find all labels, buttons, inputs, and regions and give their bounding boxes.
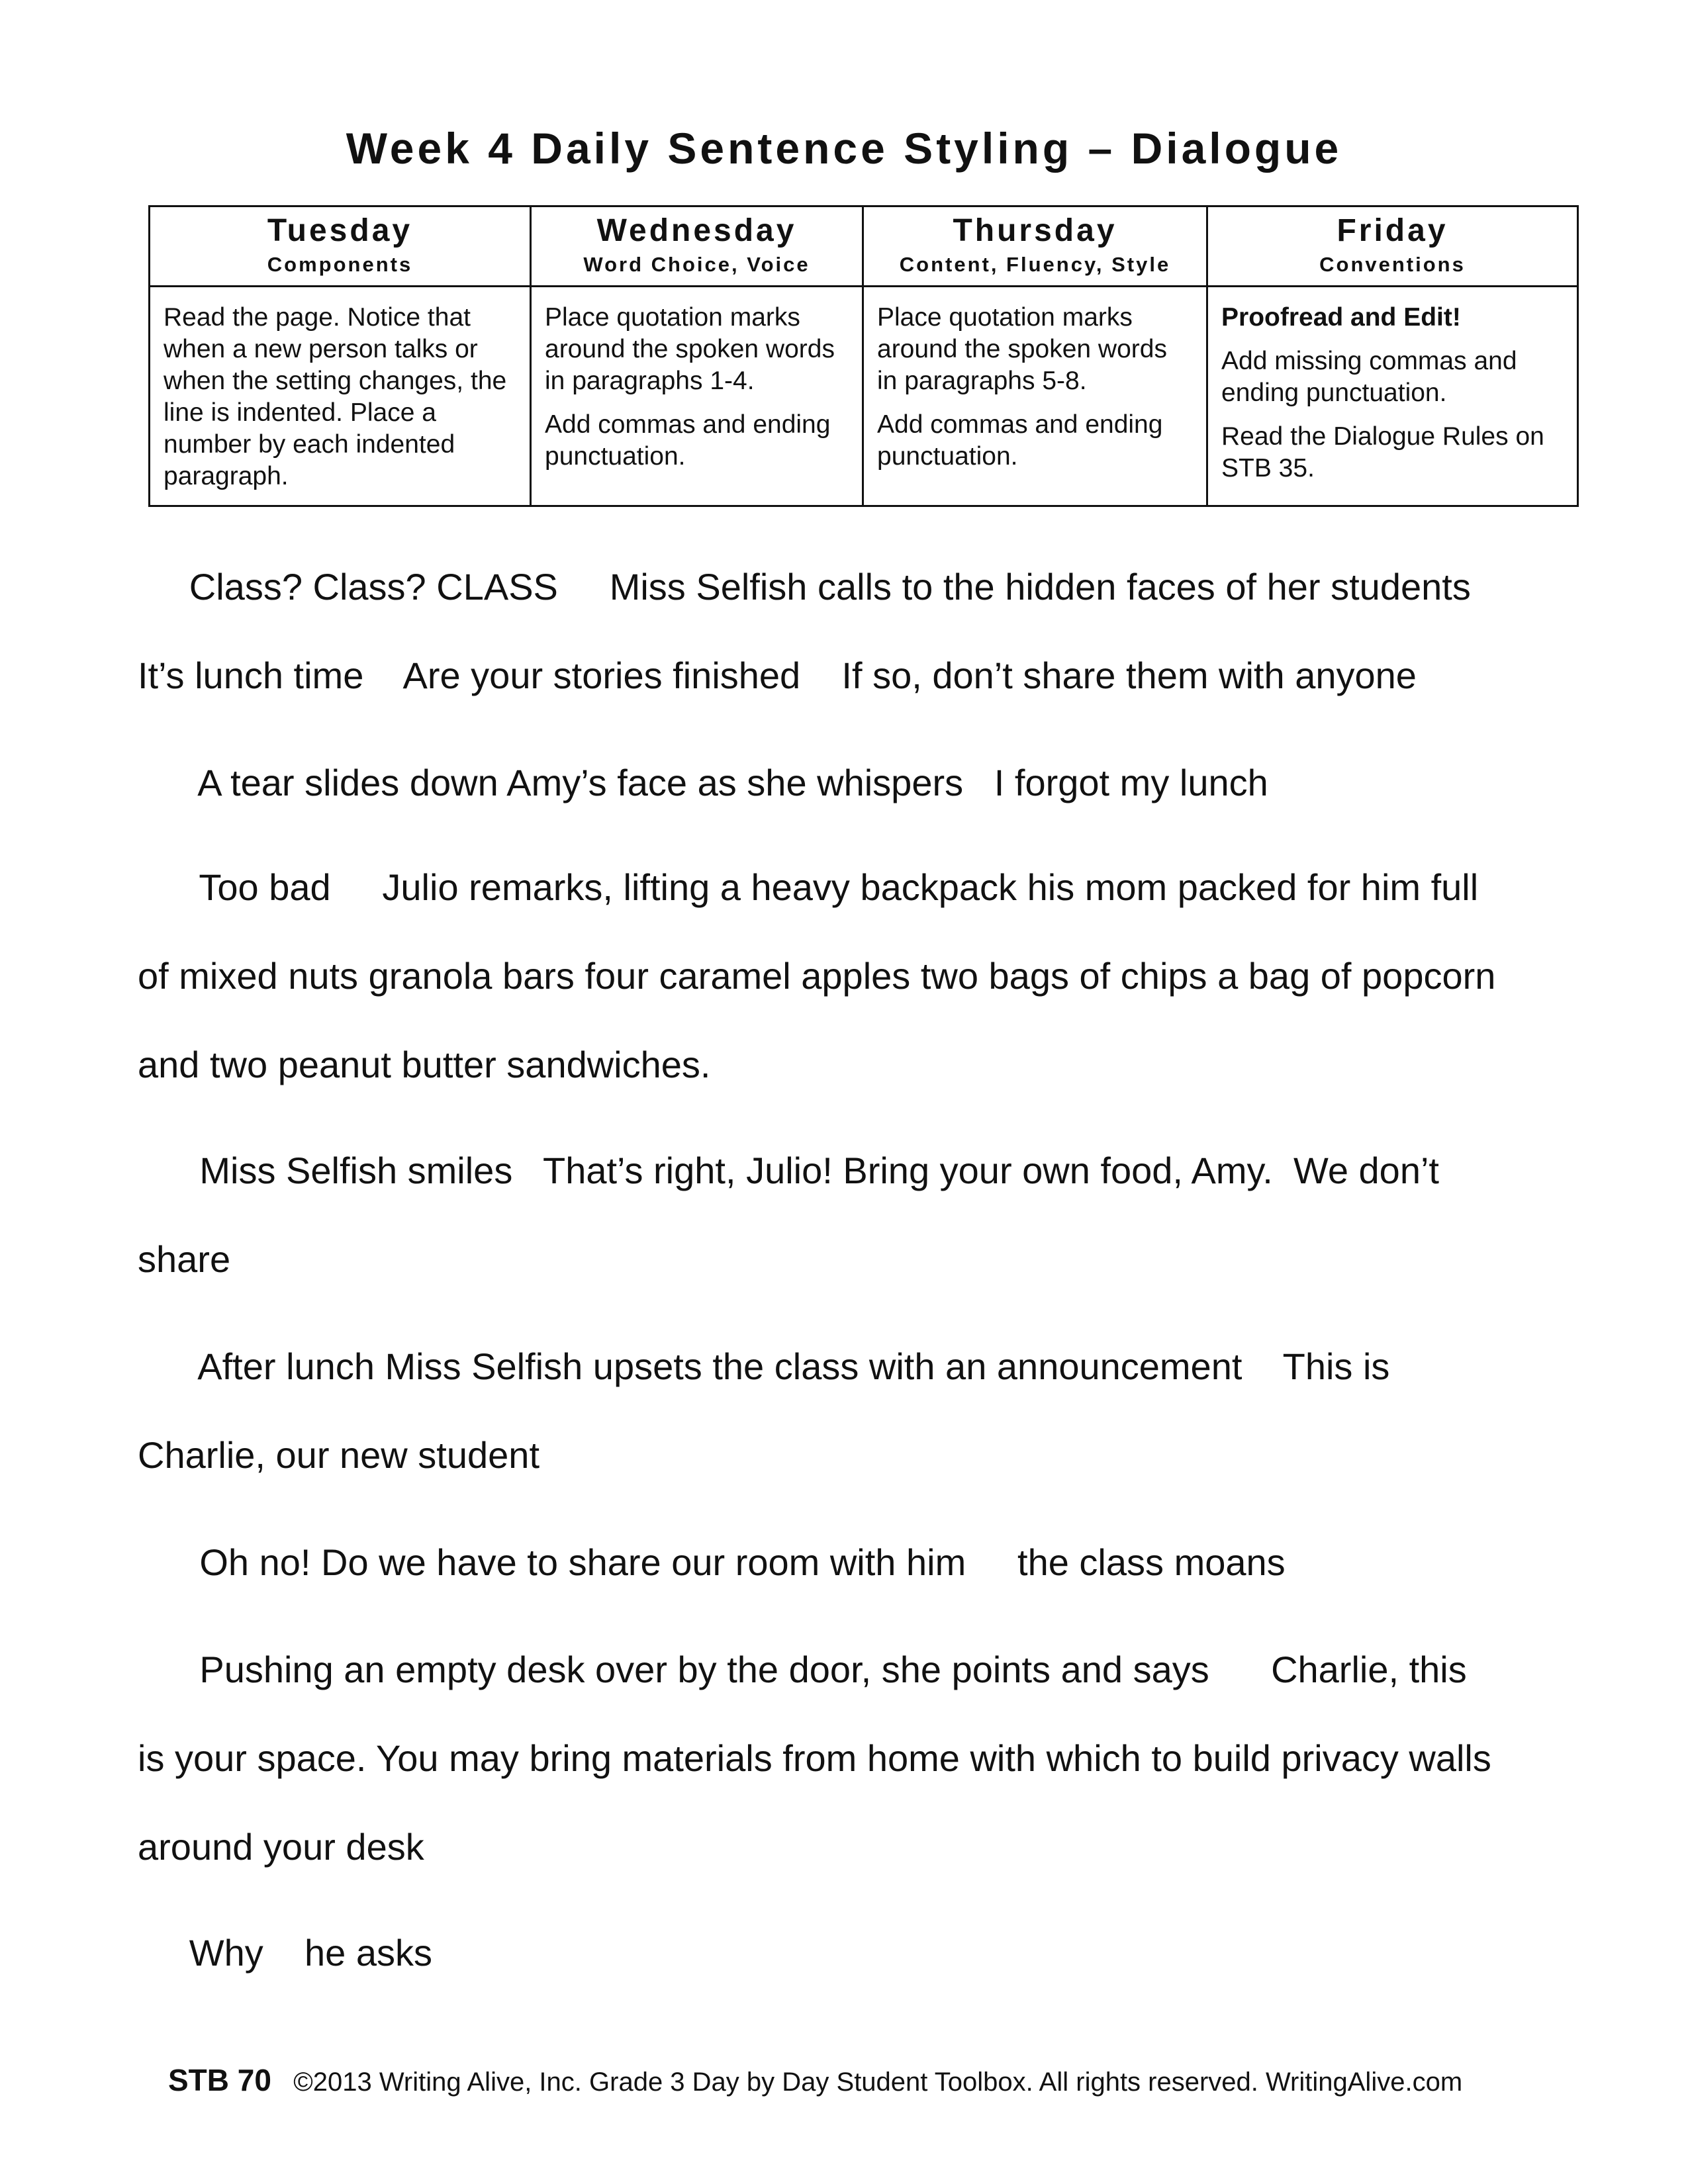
page-title: Week 4 Daily Sentence Styling – Dialogue <box>346 124 1342 173</box>
story-line: Why he asks <box>138 1932 433 1974</box>
story-paragraph-5 <box>138 1322 1581 1500</box>
story-paragraph-8 <box>138 1909 1581 1997</box>
story-paragraph-4 <box>138 1126 1581 1304</box>
story-line: Charlie, our new student <box>138 1434 540 1476</box>
day-name: Thursday <box>953 213 1117 248</box>
instruction-heading: Proofread and Edit! <box>1221 303 1461 332</box>
story-line: of mixed nuts granola bars four caramel apples two bags of chips a bag of popcorn <box>138 955 1496 997</box>
tuesday-header <box>150 206 531 287</box>
story-line: A tear slides down Amy’s face as she whispers I forgot my lunch <box>138 762 1268 803</box>
story-line: share <box>138 1238 231 1280</box>
page-code: STB 70 <box>168 2063 271 2097</box>
friday-header <box>1207 206 1578 287</box>
instruction-text: Add commas and ending punctuation. <box>877 410 1163 471</box>
schedule-instructions-row <box>150 287 1578 506</box>
instruction-text: Place quotation marks around the spoken words in paragraphs 1-4. <box>545 303 835 395</box>
story-line: Too bad Julio remarks, lifting a heavy backpack his mom packed for him full <box>138 866 1479 908</box>
story-line: Class? Class? CLASS Miss Selfish calls to the hidden faces of her students <box>138 566 1471 608</box>
story-paragraph-6 <box>138 1518 1581 1607</box>
story-line: and two peanut butter sandwiches. <box>138 1044 711 1085</box>
instruction-text: Read the Dialogue Rules on STB 35. <box>1221 422 1544 482</box>
story-paragraph-2 <box>138 739 1581 827</box>
copyright-text: ©2013 Writing Alive, Inc. Grade 3 Day by Day Student Toolbox. All rights reserved. WritingAlive.com <box>271 2068 1463 2097</box>
story-paragraph-1 <box>138 543 1581 720</box>
instruction-text: Add missing commas and ending punctuation. <box>1221 347 1517 407</box>
story-line: Oh no! Do we have to share our room with him the class moans <box>138 1541 1286 1583</box>
story-line: It’s lunch time Are your stories finished If so, don’t share them with anyone <box>138 655 1417 696</box>
story-line: Pushing an empty desk over by the door, she points and says Charlie, this <box>138 1649 1467 1690</box>
story-line: around your desk <box>138 1826 424 1868</box>
day-focus: Conventions <box>1319 253 1466 276</box>
day-name: Wednesday <box>596 213 797 248</box>
story-line: After lunch Miss Selfish upsets the class with an announcement This is <box>138 1345 1390 1387</box>
day-name: Tuesday <box>267 213 413 248</box>
wednesday-instructions <box>531 287 863 506</box>
story-paragraph-7 <box>138 1625 1581 1891</box>
day-focus: Word Choice, Voice <box>583 253 810 276</box>
friday-instructions <box>1207 287 1578 506</box>
tuesday-instructions <box>150 287 531 506</box>
day-focus: Components <box>267 253 413 276</box>
thursday-header <box>863 206 1207 287</box>
story-paragraph-3 <box>138 843 1581 1109</box>
instruction-text: Place quotation marks around the spoken words in paragraphs 5-8. <box>877 303 1167 395</box>
schedule-header-row <box>150 206 1578 287</box>
instruction-text: Read the page. Notice that when a new person talks or when the setting changes, the line is indented. Place a number by each indented paragraph. <box>164 303 507 490</box>
weekly-schedule-table <box>148 205 1579 507</box>
story-line: Miss Selfish smiles That’s right, Julio! Bring your own food, Amy. We don’t <box>138 1150 1439 1191</box>
instruction-text: Add commas and ending punctuation. <box>545 410 831 471</box>
story-line: is your space. You may bring materials from home with which to build privacy walls <box>138 1737 1491 1779</box>
wednesday-header <box>531 206 863 287</box>
day-name: Friday <box>1336 213 1448 248</box>
day-focus: Content, Fluency, Style <box>899 253 1171 276</box>
page-footer <box>168 2062 1462 2098</box>
thursday-instructions <box>863 287 1207 506</box>
